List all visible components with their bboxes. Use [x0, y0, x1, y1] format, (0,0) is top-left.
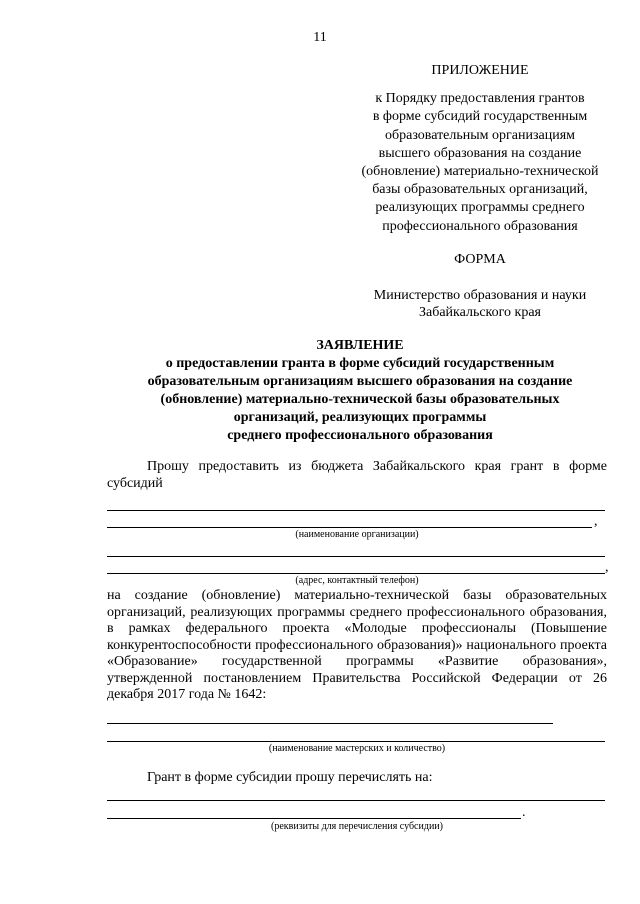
- title-line: организаций, реализующих программы: [233, 410, 487, 425]
- address-line-1[interactable]: [107, 556, 605, 557]
- purpose-paragraph: на создание (обновление) материально-технической базы образовательных организаций, реализующих программы среднего профессионального образования, в рамках федерального проекта «Молодые профессионалы (Повышение конкурентоспособности профессионального образования)» национального проекта «Образование» государственной программы «Развитие образования», утвержденной постановлением Правительства Российской Федерации от 26 декабря 2017 года № 1642:: [107, 588, 607, 702]
- appendix-line: в форме субсидий государственным: [372, 109, 588, 125]
- page-number: 11: [313, 30, 327, 45]
- appendix-line: реализующих программы среднего: [375, 200, 585, 216]
- document-title: [100, 337, 620, 445]
- caption-address: (адрес, контактный телефон): [295, 575, 419, 586]
- appendix-line: профессионального образования: [382, 218, 578, 234]
- title-main: ЗАЯВЛЕНИЕ: [316, 338, 404, 353]
- org-name-line-1[interactable]: [107, 510, 605, 511]
- requisites-period: .: [522, 805, 526, 820]
- appendix-line: к Порядку предоставления грантов: [375, 91, 585, 107]
- appendix-line: (обновление) материально-технической: [361, 164, 599, 180]
- requisites-line-2[interactable]: [107, 818, 521, 819]
- title-line: образовательным организациям высшего образования на создание: [147, 374, 573, 389]
- address-line-2[interactable]: [107, 573, 605, 574]
- caption-workshops: (наименование мастерских и количество): [268, 743, 446, 754]
- appendix-heading: ПРИЛОЖЕНИЕ: [431, 63, 529, 78]
- appendix-block: [340, 62, 620, 236]
- addressee-line-1: Министерство образования и науки: [373, 288, 587, 303]
- addressee-line-2: Забайкальского края: [418, 305, 541, 320]
- org-comma: ,: [594, 514, 598, 529]
- title-line: о предоставлении гранта в форме субсидий государственным: [165, 356, 555, 371]
- appendix-line: базы образовательных организаций,: [372, 182, 588, 198]
- requisites-line-1[interactable]: [107, 800, 605, 801]
- caption-requisites: (реквизиты для перечисления субсидии): [271, 821, 443, 832]
- title-line: (обновление) материально-технической базы образовательных: [160, 392, 560, 407]
- title-line: среднего профессионального образования: [227, 428, 493, 443]
- org-name-line-2[interactable]: [107, 527, 592, 528]
- appendix-line: высшего образования на создание: [378, 145, 582, 161]
- workshops-line-1[interactable]: [107, 723, 553, 724]
- transfer-paragraph: Грант в форме субсидии прошу перечислять на:: [147, 770, 433, 785]
- addressee-block: [340, 287, 620, 321]
- request-paragraph: Прошу предоставить из бюджета Забайкальского края грант в форме субсидий: [107, 459, 607, 491]
- workshops-line-2[interactable]: [107, 741, 605, 742]
- appendix-line: образовательным организациям: [385, 127, 575, 143]
- caption-organization: (наименование организации): [295, 529, 419, 540]
- form-label: ФОРМА: [454, 252, 506, 267]
- address-comma: ,: [605, 560, 609, 575]
